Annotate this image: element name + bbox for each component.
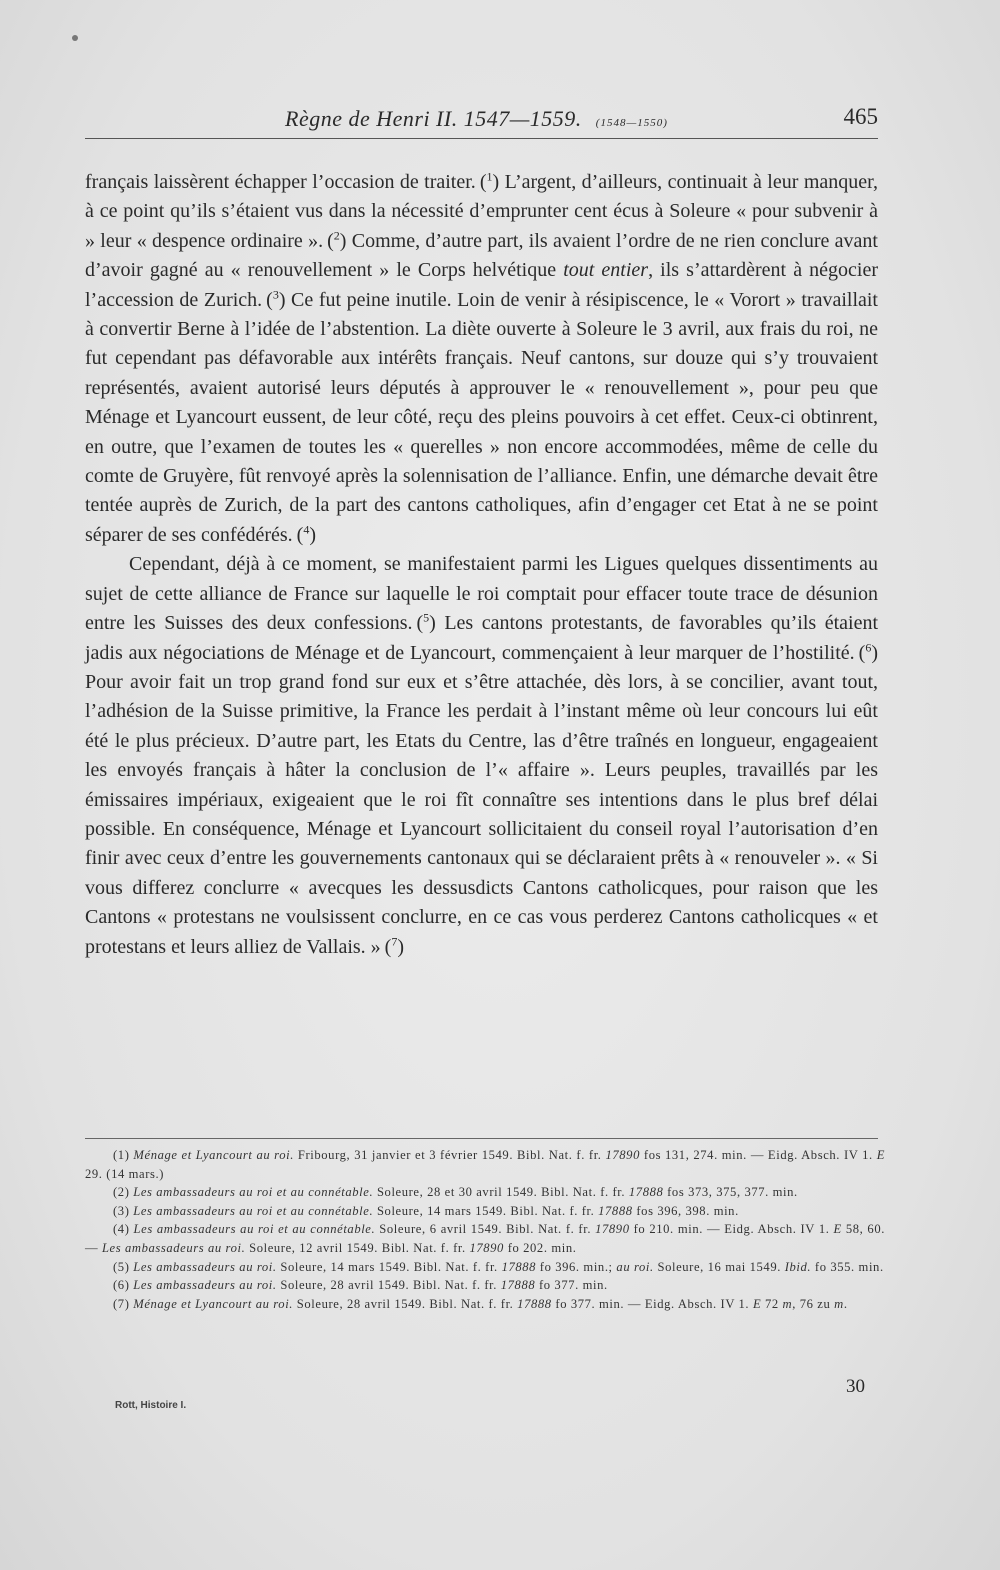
footnote: (4) Les ambassadeurs au roi et au connétable. Soleure, 6 avril 1549. Bibl. Nat. f. fr. 17890 fo 210. min. — Eidg. Absch. IV 1. E 58, 60. — Les ambassadeurs au roi. Soleure, 12 avril 1549. Bibl. Nat. f. fr. 17890 fo 202. min.: [85, 1222, 885, 1255]
footnote: (3) Les ambassadeurs au roi et au connétable. Soleure, 14 mars 1549. Bibl. Nat. f. fr. 17888 fos 396, 398. min.: [113, 1203, 739, 1218]
main-text: [85, 168, 878, 962]
paragraph: français laissèrent échapper l’occasion de traiter. ($^1$) L’argent, d’ailleurs, continuait à leur manquer, à ce point qu’ils s’étaient vus dans la nécessité d’emprunter cent écus à Soleure « pour subvenir à » leur « despence ordinaire ». ($^2$) Comme, d’autre part, ils avaient l’ordre de ne rien conclure avant d’avoir gagné au « renouvellement » le Corps helvétique tout entier, ils s’attardèrent à négocier l’accession de Zurich. ($^3$) Ce fut peine inutile. Loin de venir à résipiscence, le « Vorort » travaillait à convertir Berne à l’idée de l’abstention. La diète ouverte à Soleure le 3 avril, aux frais du roi, ne fut cependant pas défavorable aux intérêts français. Neuf cantons, sur douze qui s’y trouvaient représentés, avaient autorisé leurs députés à approuver le « renouvellement », pour peu que Ménage et Lyancourt eussent, de leur côté, reçu des pleins pouvoirs à cet effet. Ceux-ci obtinrent, en outre, que l’examen de toutes les « querelles » non encore accommodées, même de celle du comte de Gruyère, fût renvoyé après la solennisation de l’alliance. Enfin, une démarche devait être tentée auprès de Zurich, de la part des cantons catholiques, afin d’engager cet Etat à ne se point séparer de ses confédérés. ($^4$): [85, 169, 879, 546]
imprint-line: Rott, Histoire I.: [115, 1400, 187, 1411]
footnote: (7) Ménage et Lyancourt au roi. Soleure, 28 avril 1549. Bibl. Nat. f. fr. 17888 fo 377. min. — Eidg. Absch. IV 1. E 72 m, 76 zu m.: [113, 1296, 848, 1311]
running-title: Règne de Henri II. 1547—1559. (1548—1550): [285, 106, 668, 131]
footnotes: [85, 1146, 885, 1313]
footnote-ref: 1: [486, 169, 493, 184]
footnote-ref: 6: [865, 639, 872, 654]
ink-speck: [72, 35, 78, 41]
footnote-ref: 2: [333, 228, 340, 243]
footnote: (5) Les ambassadeurs au roi. Soleure, 14 mars 1549. Bibl. Nat. f. fr. 17888 fo 396. min.; au roi. Soleure, 16 mai 1549. Ibid. fo 355. min.: [113, 1259, 884, 1274]
footnote-ref: 7: [391, 933, 398, 948]
footnote: (1) Ménage et Lyancourt au roi. Fribourg, 31 janvier et 3 février 1549. Bibl. Nat. f. fr. 17890 fos 131, 274. min. — Eidg. Absch. IV 1. E 29. (14 mars.): [85, 1148, 886, 1181]
running-dates: (1548—1550): [595, 117, 668, 129]
footnote-divider: [85, 1138, 878, 1139]
running-header: [85, 104, 878, 139]
page-number: 465: [843, 104, 878, 129]
footnote: (6) Les ambassadeurs au roi. Soleure, 28 avril 1549. Bibl. Nat. f. fr. 17888 fo 377. min.: [113, 1278, 608, 1293]
footnote-ref: 4: [303, 522, 310, 537]
footnote-ref: 3: [272, 286, 279, 301]
footnote-ref: 5: [423, 610, 430, 625]
paragraph: Cependant, déjà à ce moment, se manifestaient parmi les Ligues quelques dissentiments au sujet de cette alliance de France sur laquelle le roi comptait pour effacer toute trace de désunion entre les Suisses des deux confessions. ($^5$) Les cantons protestants, de favorables qu’ils étaient jadis aux négociations de Ménage et de Lyancourt, commençaient à leur marquer de l’hostilité. ($^6$) Pour avoir fait un trop grand fond sur eux et s’être attachée, dès lors, à se concilier, avant tout, l’adhésion de la Suisse primitive, la France les perdait à l’instant même où leur concours lui eût été le plus précieux. D’autre part, les Etats du Centre, las d’être traînés en longueur, engageaient les envoyés français à hâter la conclusion de l’« affaire ». Leurs peuples, travaillés par les émissaires impériaux, exigeaient que le roi fît connaître ses intentions dans le plus bref délai possible. En conséquence, Ménage et Lyancourt sollicitaient du conseil royal l’autorisation d’en finir avec ceux d’entre les gouvernements cantonaux qui se déclaraient prêts à « renouveler ». « Si vous differez conclurre « avecques les dessusdicts Cantons catholicques, pour raison que les Cantons « protestans ne voulsissent conclurre, en ce cas vous perderez Cantons catholicques « et protestans et leurs alliez de Vallais. » ($^7$): [85, 553, 879, 958]
signature-mark: 30: [846, 1376, 865, 1397]
footnote: (2) Les ambassadeurs au roi et au connétable. Soleure, 28 et 30 avril 1549. Bibl. Nat. f. fr. 17888 fos 373, 375, 377. min.: [113, 1185, 798, 1200]
